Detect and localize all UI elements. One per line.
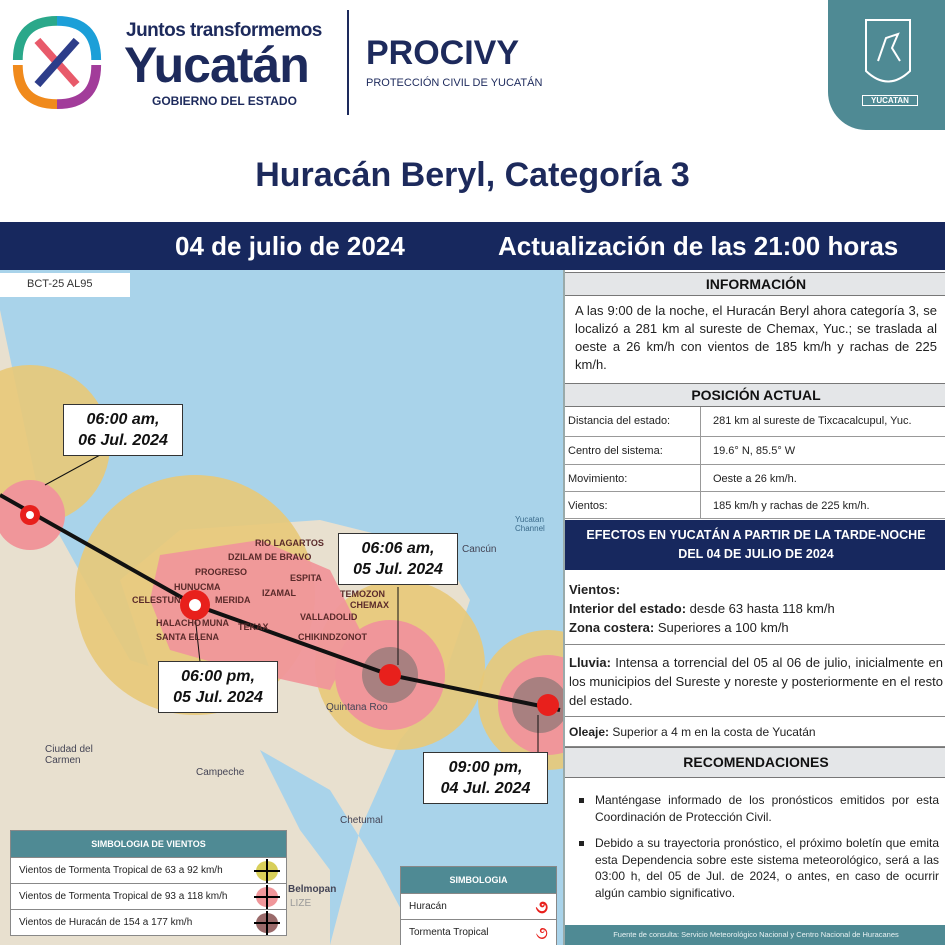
legend-label: Tormenta Tropical: [409, 927, 489, 938]
seal-label: YUCATAN: [862, 95, 918, 106]
effects-title-2: DEL 04 DE JULIO DE 2024: [678, 547, 834, 561]
wind-legend-item: [11, 857, 286, 883]
position-header: POSICIÓN ACTUAL: [565, 383, 945, 407]
map-place: SANTA ELENA: [156, 632, 219, 642]
map-place: Ciudad del Carmen: [45, 744, 93, 766]
map-place: Chetumal: [340, 815, 383, 826]
effects-header: [565, 520, 945, 570]
map-id-label: BCT-25 AL95: [0, 273, 130, 297]
state-seal: [828, 0, 945, 130]
recommendations-header: RECOMENDACIONES: [565, 747, 945, 778]
row-value: Oeste a 26 km/h.: [713, 473, 797, 485]
forecast-callout: [63, 404, 183, 456]
brown-swatch-icon: [256, 913, 278, 933]
map-place: TEMOZON: [340, 589, 385, 599]
map-place: Quintana Roo: [326, 702, 388, 713]
bulletin-date: 04 de julio de 2024: [175, 231, 405, 261]
interior-label: Interior del estado:: [569, 601, 687, 616]
rain-block: [565, 645, 945, 717]
position-row: [565, 492, 945, 519]
waves-label: Oleaje:: [569, 725, 610, 739]
forecast-map: [0, 270, 563, 945]
yucatan-government-logo: [8, 10, 106, 115]
legend-label: Vientos de Tormenta Tropical de 93 a 118 km/h: [19, 891, 228, 902]
map-place: IZAMAL: [262, 588, 296, 598]
callout-time: 06:00 pm,: [181, 668, 255, 685]
row-key: Vientos:: [568, 500, 608, 512]
hurricane-icon: [20, 505, 40, 525]
brand-line-1: Juntos transformemos: [126, 20, 322, 41]
row-key: Distancia del estado:: [568, 415, 671, 427]
info-header: INFORMACIÓN: [565, 272, 945, 296]
winds-block: [565, 580, 945, 645]
legend-label: Vientos de Tormenta Tropical de 63 a 92 km/h: [19, 865, 223, 876]
recommendations-list: [579, 792, 939, 911]
map-place: CHIKINDZONOT: [298, 632, 367, 642]
row-value: 185 km/h y rachas de 225 km/h.: [713, 500, 870, 512]
date-band: [0, 222, 945, 270]
map-place: Yucatan Channel: [515, 515, 545, 533]
map-place: CHEMAX: [350, 600, 390, 610]
page-title: Huracán Beryl, Categoría 3: [255, 156, 690, 194]
wind-legend-title: SIMBOLOGIA DE VIENTOS: [11, 831, 286, 857]
map-place: ESPITA: [290, 573, 322, 583]
row-key: Centro del sistema:: [568, 445, 663, 457]
callout-time: 06:06 am,: [361, 540, 435, 557]
callout-date: 05 Jul. 2024: [173, 689, 263, 706]
hurricane-icon: [537, 694, 559, 716]
symbol-legend-item: [401, 919, 556, 945]
forecast-callout: [423, 752, 548, 804]
rain-value: Intensa a torrencial del 05 al 06 de julio, inicialmente en los municipios del Sureste y noreste y posteriormente en el resto del estado.: [569, 655, 943, 708]
info-text: A las 9:00 de la noche, el Huracán Beryl ahora categoría 3, se localizó a 281 km al sureste de Chemax, Yuc.; se traslada al oeste a 26 km/h con vientos de 185 km/h y rachas de 225 km/h.: [575, 303, 937, 372]
tropical-storm-icon: ૭: [535, 923, 548, 943]
map-place: TEKAX: [238, 622, 269, 632]
hurricane-icon: ૭: [535, 897, 548, 917]
map-place: MERIDA: [215, 595, 251, 605]
legend-label: Vientos de Huracán de 154 a 177 km/h: [19, 917, 193, 928]
brand-line-2: Yucatán: [124, 37, 309, 93]
map-place: VALLADOLID: [300, 612, 358, 622]
forecast-callout: [158, 661, 278, 713]
row-value: 19.6° N, 85.5° W: [713, 445, 796, 457]
row-value: 281 km al sureste de Tixcacalcupul, Yuc.: [713, 415, 912, 427]
map-place: RIO LAGARTOS: [255, 538, 324, 548]
effects-title-1: EFECTOS EN YUCATÁN A PARTIR DE LA TARDE-NOCHE: [586, 528, 926, 542]
map-place: HALACHO: [156, 618, 201, 628]
wind-legend-item: [11, 883, 286, 909]
coast-value: Superiores a 100 km/h: [654, 620, 789, 635]
recommendation-item: Manténgase informado de los pronósticos emitidos por esta Coordinación de Protección Civil.: [579, 792, 939, 825]
callout-date: 05 Jul. 2024: [353, 561, 443, 578]
wind-legend: [10, 830, 287, 936]
forecast-callout: [338, 533, 458, 585]
coat-of-arms-icon: [860, 16, 916, 94]
symbol-legend: [400, 866, 557, 945]
callout-date: 06 Jul. 2024: [78, 432, 168, 449]
source-footer: Fuente de consulta: Servicio Meteorológico Nacional y Centro Nacional de Huracanes: [565, 925, 945, 945]
divider: [347, 10, 349, 115]
hurricane-icon: [180, 590, 210, 620]
callout-time: 09:00 pm,: [448, 759, 523, 776]
position-row: [565, 465, 945, 492]
legend-label: Huracán: [409, 901, 447, 912]
agency-subtitle: PROTECCIÓN CIVIL DE YUCATÁN: [366, 77, 543, 89]
map-place: LIZE: [290, 898, 312, 909]
callout-time: 06:00 am,: [86, 411, 160, 428]
row-key: Movimiento:: [568, 473, 628, 485]
position-row: [565, 437, 945, 465]
rain-label: Lluvia:: [569, 655, 611, 670]
agency-name: PROCIVY: [366, 34, 520, 72]
header: [0, 0, 945, 135]
interior-value: desde 63 hasta 118 km/h: [686, 601, 835, 616]
map-place: HUNUCMA: [174, 582, 221, 592]
recommendation-item: Debido a su trayectoria pronóstico, el próximo boletín que emita esta Dependencia sobre este sistema meteorológico, será a las 03:00 h, del 05 de Jul. de 2024, o antes, en caso de ocurrir algún cambio significativo.: [579, 835, 939, 901]
winds-label: Vientos:: [569, 582, 621, 597]
brand-line-3: GOBIERNO DEL ESTADO: [152, 94, 297, 108]
position-row: [565, 407, 945, 437]
symbol-legend-item: [401, 893, 556, 919]
symbol-legend-title: SIMBOLOGIA: [401, 867, 556, 893]
map-place: Cancún: [462, 544, 497, 555]
map-place: PROGRESO: [195, 567, 248, 577]
map-place: MUNA: [202, 618, 229, 628]
hurricane-icon: [379, 664, 401, 686]
map-place: DZILAM DE BRAVO: [228, 552, 312, 562]
update-time: Actualización de las 21:00 horas: [498, 231, 899, 261]
yellow-swatch-icon: [256, 861, 278, 881]
waves-block: [565, 717, 945, 747]
map-place: Campeche: [196, 767, 245, 778]
map-place: Belmopan: [288, 884, 337, 895]
wind-legend-item: [11, 909, 286, 935]
info-panel: [563, 270, 945, 945]
waves-value: Superior a 4 m en la costa de Yucatán: [609, 725, 816, 739]
callout-date: 04 Jul. 2024: [440, 780, 531, 797]
pink-swatch-icon: [256, 887, 278, 907]
coast-label: Zona costera:: [569, 620, 655, 635]
map-place: CELESTUN: [132, 595, 181, 605]
